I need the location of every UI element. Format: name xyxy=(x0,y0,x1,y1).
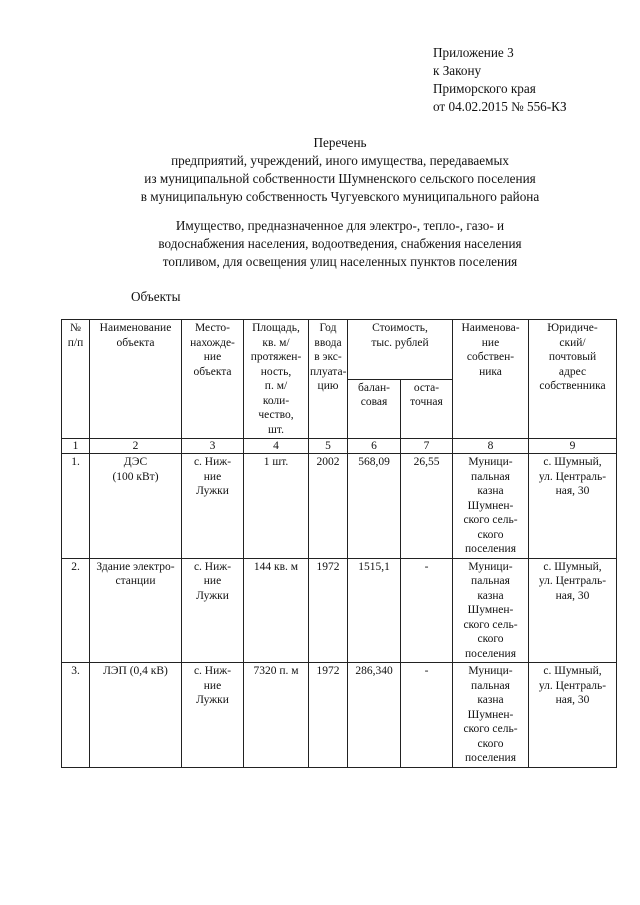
column-number: 7 xyxy=(401,439,453,454)
column-number: 3 xyxy=(182,439,244,454)
title-line: Перечень xyxy=(313,135,367,150)
cell-address: с. Шумный, ул. Централь- ная, 30 xyxy=(529,663,617,768)
cell-name: Здание электро- станции xyxy=(90,558,182,663)
column-number: 4 xyxy=(244,439,309,454)
cell-address: с. Шумный, ул. Централь- ная, 30 xyxy=(529,454,617,559)
header-cost-residual: оста- точная xyxy=(401,379,453,439)
header-area: Площадь, кв. м/ протяжен- ность, п. м/ коли- чество, шт. xyxy=(244,320,309,439)
cell-location: с. Ниж- ние Лужки xyxy=(182,558,244,663)
objects-table xyxy=(61,319,617,768)
header-cost: Стоимость, тыс. рублей xyxy=(348,320,453,380)
header-name: Наименование объекта xyxy=(90,320,182,439)
cell-owner: Муници- пальная казна Шумнен- ского сель- ского поселения xyxy=(453,558,529,663)
column-number: 9 xyxy=(529,439,617,454)
table-row xyxy=(62,558,617,663)
document-subtitle xyxy=(60,217,620,271)
column-number: 5 xyxy=(309,439,348,454)
cell-num: 1. xyxy=(62,454,90,559)
cell-owner: Муници- пальная казна Шумнен- ского сель- ского поселения xyxy=(453,454,529,559)
cell-location: с. Ниж- ние Лужки xyxy=(182,454,244,559)
cell-balance: 568,09 xyxy=(348,454,401,559)
appendix-line: от 04.02.2015 № 556-КЗ xyxy=(433,99,567,114)
column-number: 1 xyxy=(62,439,90,454)
appendix-line: Приморского края xyxy=(433,81,536,96)
cell-residual: - xyxy=(401,558,453,663)
cell-area: 1 шт. xyxy=(244,454,309,559)
cell-residual: 26,55 xyxy=(401,454,453,559)
cell-num: 3. xyxy=(62,663,90,768)
column-number: 6 xyxy=(348,439,401,454)
cell-year: 1972 xyxy=(309,663,348,768)
cell-balance: 1515,1 xyxy=(348,558,401,663)
cell-area: 144 кв. м xyxy=(244,558,309,663)
appendix-line: к Закону xyxy=(433,63,482,78)
column-number: 2 xyxy=(90,439,182,454)
title-line: в муниципальную собственность Чугуевского муниципального района xyxy=(140,189,540,204)
header-address: Юридиче- ский/ почтовый адрес собственника xyxy=(529,320,617,439)
section-label: Объекты xyxy=(131,289,181,304)
table-row xyxy=(62,663,617,768)
header-location: Место- нахожде- ние объекта xyxy=(182,320,244,439)
title-line: предприятий, учреждений, иного имущества, передаваемых xyxy=(171,153,509,168)
document-title xyxy=(60,134,620,206)
title-line: из муниципальной собственности Шумненского сельского поселения xyxy=(144,171,536,186)
cell-area: 7320 п. м xyxy=(244,663,309,768)
column-number-row xyxy=(62,439,617,454)
cell-name: ДЭС (100 кВт) xyxy=(90,454,182,559)
subtitle-line: Имущество, предназначенное для электро-, тепло-, газо- и xyxy=(175,218,505,233)
header-cost-balance: балан- совая xyxy=(348,379,401,439)
cell-residual: - xyxy=(401,663,453,768)
header-num: № п/п xyxy=(62,320,90,439)
appendix-header xyxy=(433,44,567,116)
header-owner: Наименова- ние собствен- ника xyxy=(453,320,529,439)
subtitle-line: топливом, для освещения улиц населенных пунктов поселения xyxy=(162,254,518,269)
column-number: 8 xyxy=(453,439,529,454)
cell-name: ЛЭП (0,4 кВ) xyxy=(90,663,182,768)
cell-location: с. Ниж- ние Лужки xyxy=(182,663,244,768)
appendix-line: Приложение 3 xyxy=(433,45,514,60)
cell-address: с. Шумный, ул. Централь- ная, 30 xyxy=(529,558,617,663)
table-row xyxy=(62,454,617,559)
cell-num: 2. xyxy=(62,558,90,663)
subtitle-line: водоснабжения населения, водоотведения, снабжения населения xyxy=(158,236,522,251)
header-year: Год ввода в экс- плуата- цию xyxy=(309,320,348,439)
cell-year: 2002 xyxy=(309,454,348,559)
cell-owner: Муници- пальная казна Шумнен- ского сель- ского поселения xyxy=(453,663,529,768)
cell-year: 1972 xyxy=(309,558,348,663)
cell-balance: 286,340 xyxy=(348,663,401,768)
